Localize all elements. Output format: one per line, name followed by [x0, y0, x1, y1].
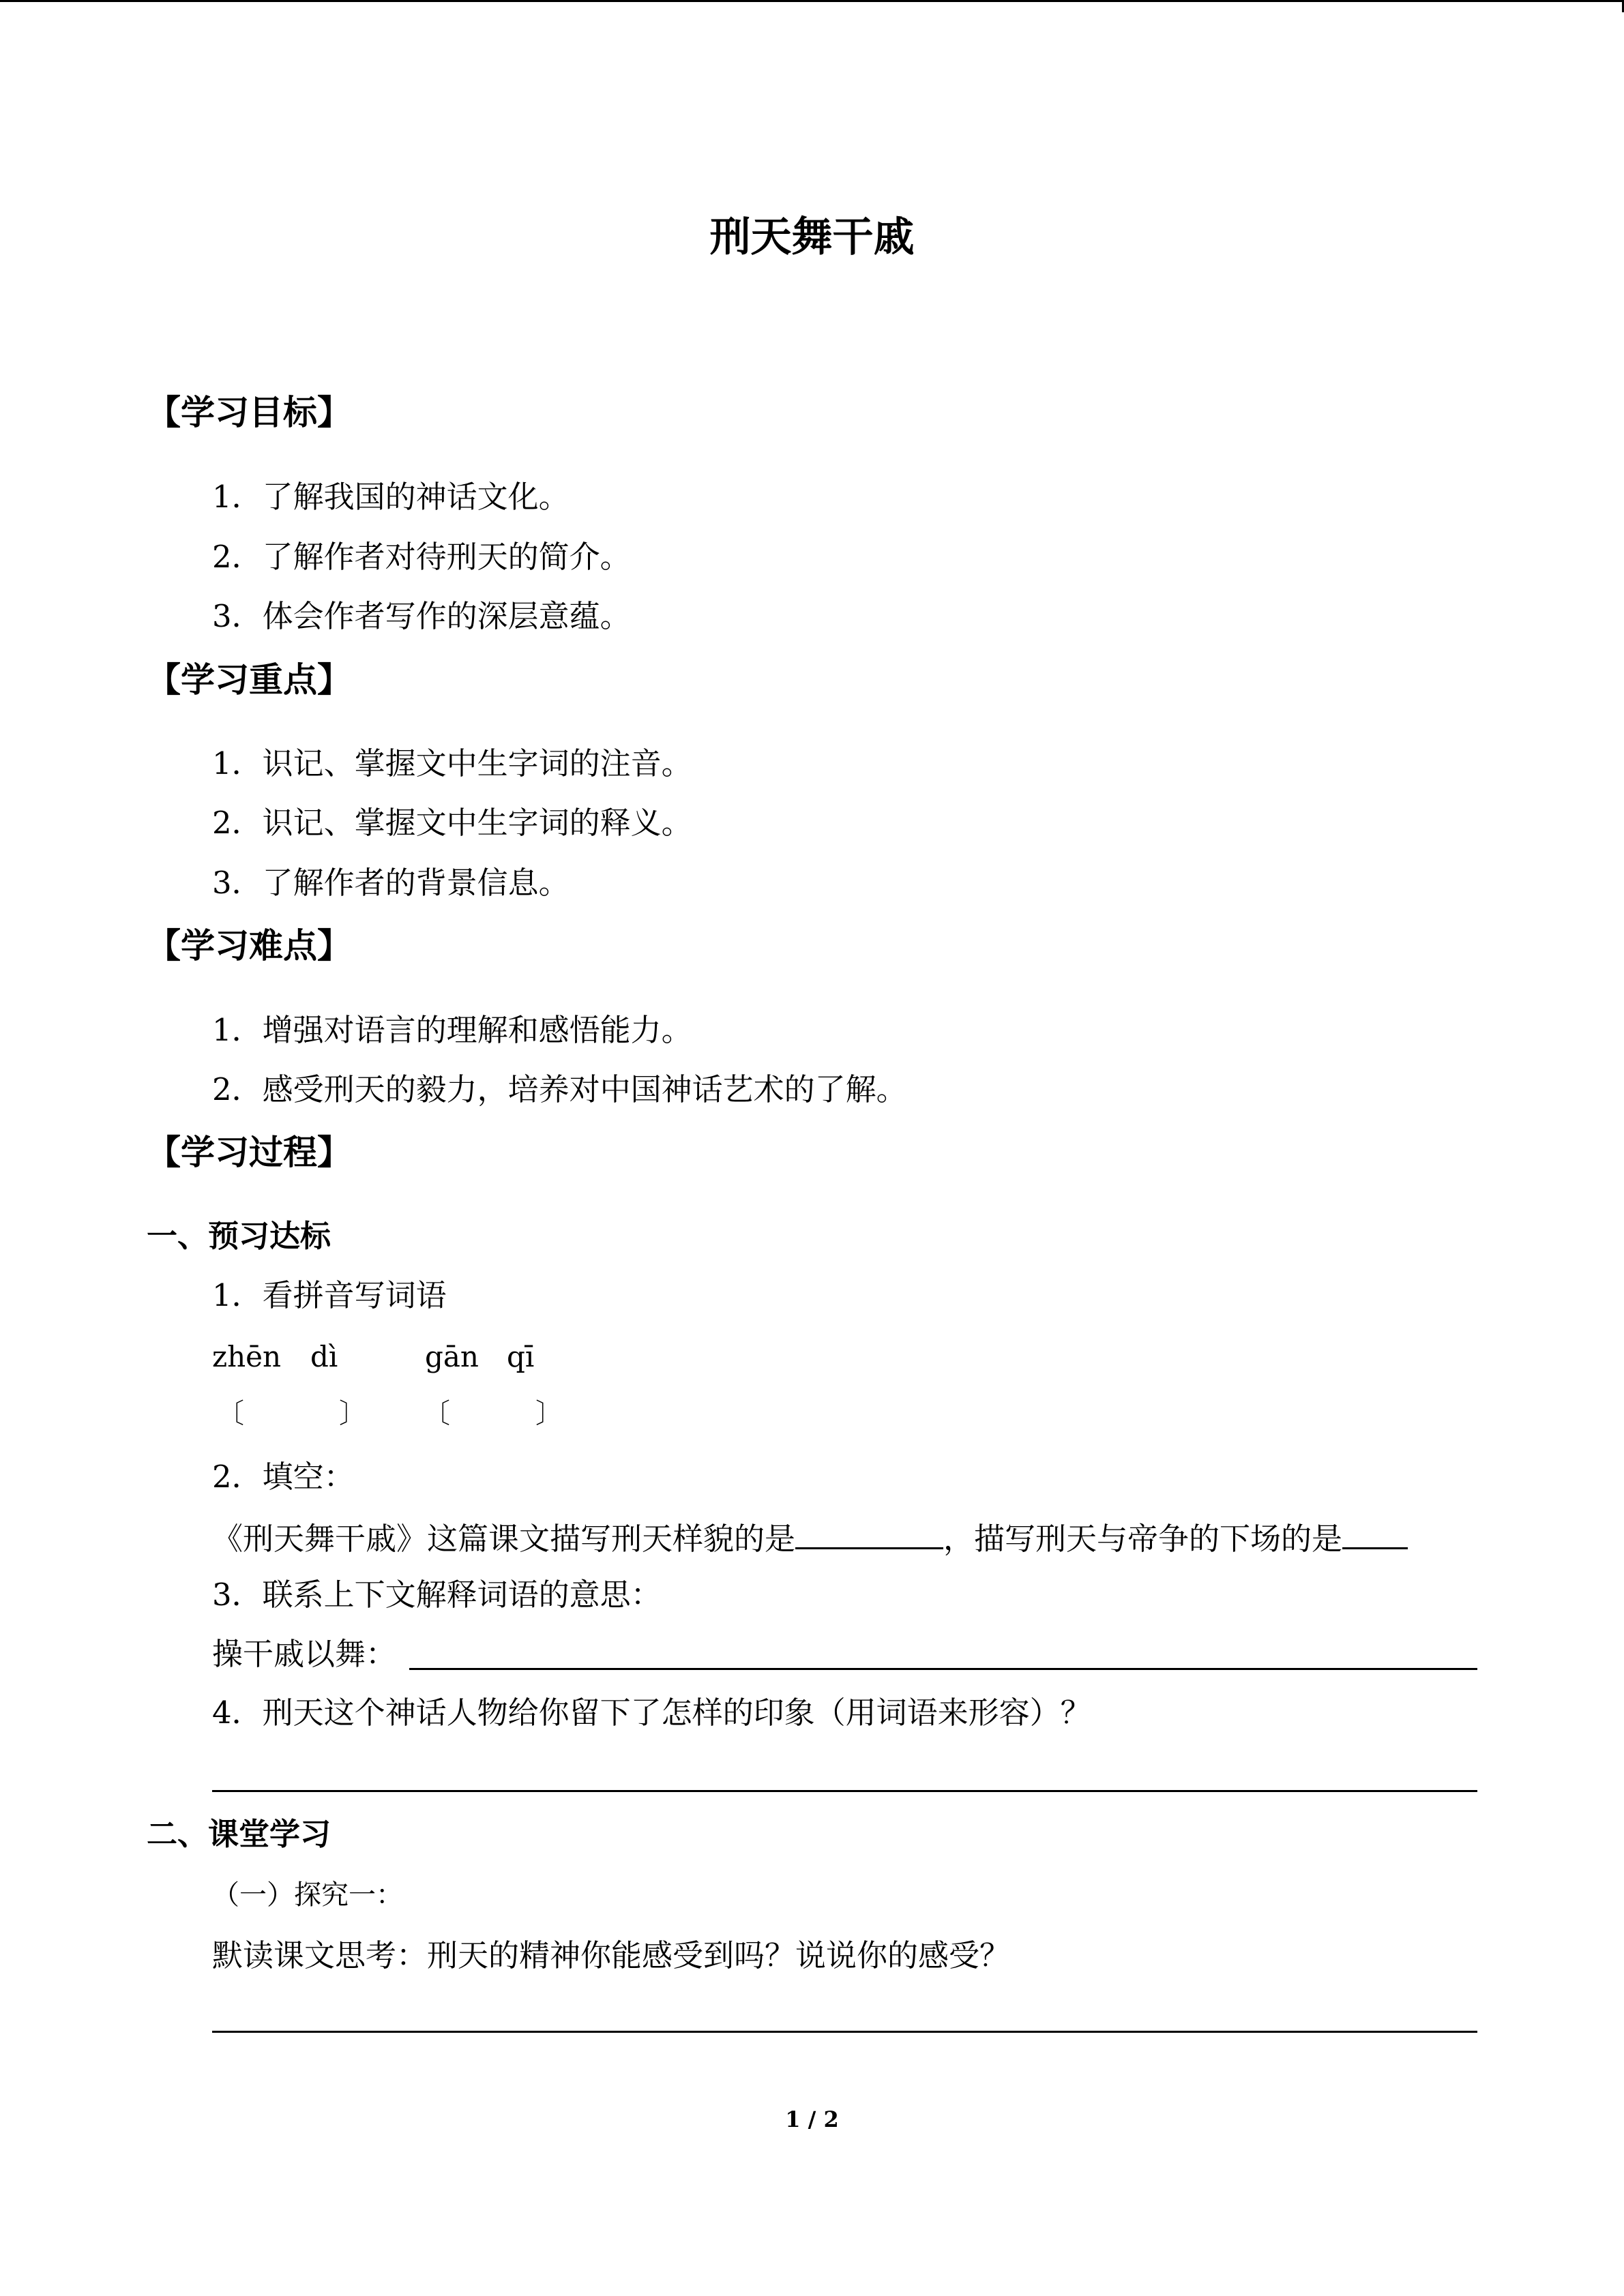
question-4-label: 4．刑天这个神话人物给你留下了怎样的印象（用词语来形容）？	[212, 1695, 1091, 1731]
pinyin-qi: qī	[507, 1340, 535, 1373]
objective-item: 3．体会作者写作的深层意蕴。	[212, 598, 631, 634]
question-3-term: 操干戚以舞：	[212, 1636, 397, 1672]
question-2-label: 2．填空：	[212, 1459, 355, 1495]
explore-label: （一）探究一：	[212, 1879, 403, 1911]
answer-line-impression[interactable]	[212, 1790, 1477, 1792]
question-3-label: 3．联系上下文解释词语的意思：	[212, 1577, 662, 1613]
document-title: 刑天舞干戚	[709, 213, 915, 261]
pinyin-zhen: zhēn	[212, 1340, 282, 1373]
preview-heading: 一、预习达标	[147, 1218, 331, 1254]
key-points-heading: 【学习重点】	[147, 660, 351, 700]
key-point-item: 1．识记、掌握文中生字词的注音。	[212, 745, 692, 781]
pinyin-gan: gān	[425, 1340, 479, 1373]
answer-line-term[interactable]	[409, 1668, 1477, 1670]
difficulties-heading: 【学习难点】	[147, 926, 351, 966]
fill-blank-outcome[interactable]	[1342, 1520, 1408, 1549]
answer-line-feeling[interactable]	[212, 2031, 1477, 2033]
question-1-label: 1．看拼音写词语	[212, 1277, 447, 1313]
pinyin-di: dì	[310, 1340, 338, 1373]
fill-blank-appearance[interactable]	[795, 1520, 943, 1549]
page-number: 1 / 2	[785, 2106, 839, 2132]
question-2-line	[212, 1520, 1408, 1557]
answer-box-1-open: 〔	[217, 1398, 244, 1429]
page-top-border	[0, 0, 1624, 2]
key-point-item: 3．了解作者的背景信息。	[212, 865, 570, 901]
difficulty-item: 2．感受刑天的毅力，培养对中国神话艺术的了解。	[212, 1071, 907, 1107]
objectives-heading: 【学习目标】	[147, 393, 351, 432]
objective-item: 2．了解作者对待刑天的简介。	[212, 539, 631, 575]
key-point-item: 2．识记、掌握文中生字词的释义。	[212, 805, 692, 841]
difficulty-item: 1．增强对语言的理解和感悟能力。	[212, 1012, 692, 1048]
explore-question: 默读课文思考：刑天的精神你能感受到吗？说说你的感受？	[212, 1937, 1011, 1973]
objective-item: 1．了解我国的神话文化。	[212, 479, 570, 515]
process-heading: 【学习过程】	[147, 1133, 351, 1172]
question-2-text-b: ，描写刑天与帝争的下场的是	[943, 1521, 1343, 1557]
question-2-text-a: 《刑天舞干戚》这篇课文描写刑天样貌的是	[212, 1521, 796, 1557]
classroom-heading: 二、课堂学习	[147, 1816, 331, 1852]
answer-box-2-open: 〔	[423, 1398, 450, 1429]
answer-box-2-close: 〕	[535, 1398, 563, 1429]
answer-box-1-close: 〕	[339, 1398, 366, 1429]
